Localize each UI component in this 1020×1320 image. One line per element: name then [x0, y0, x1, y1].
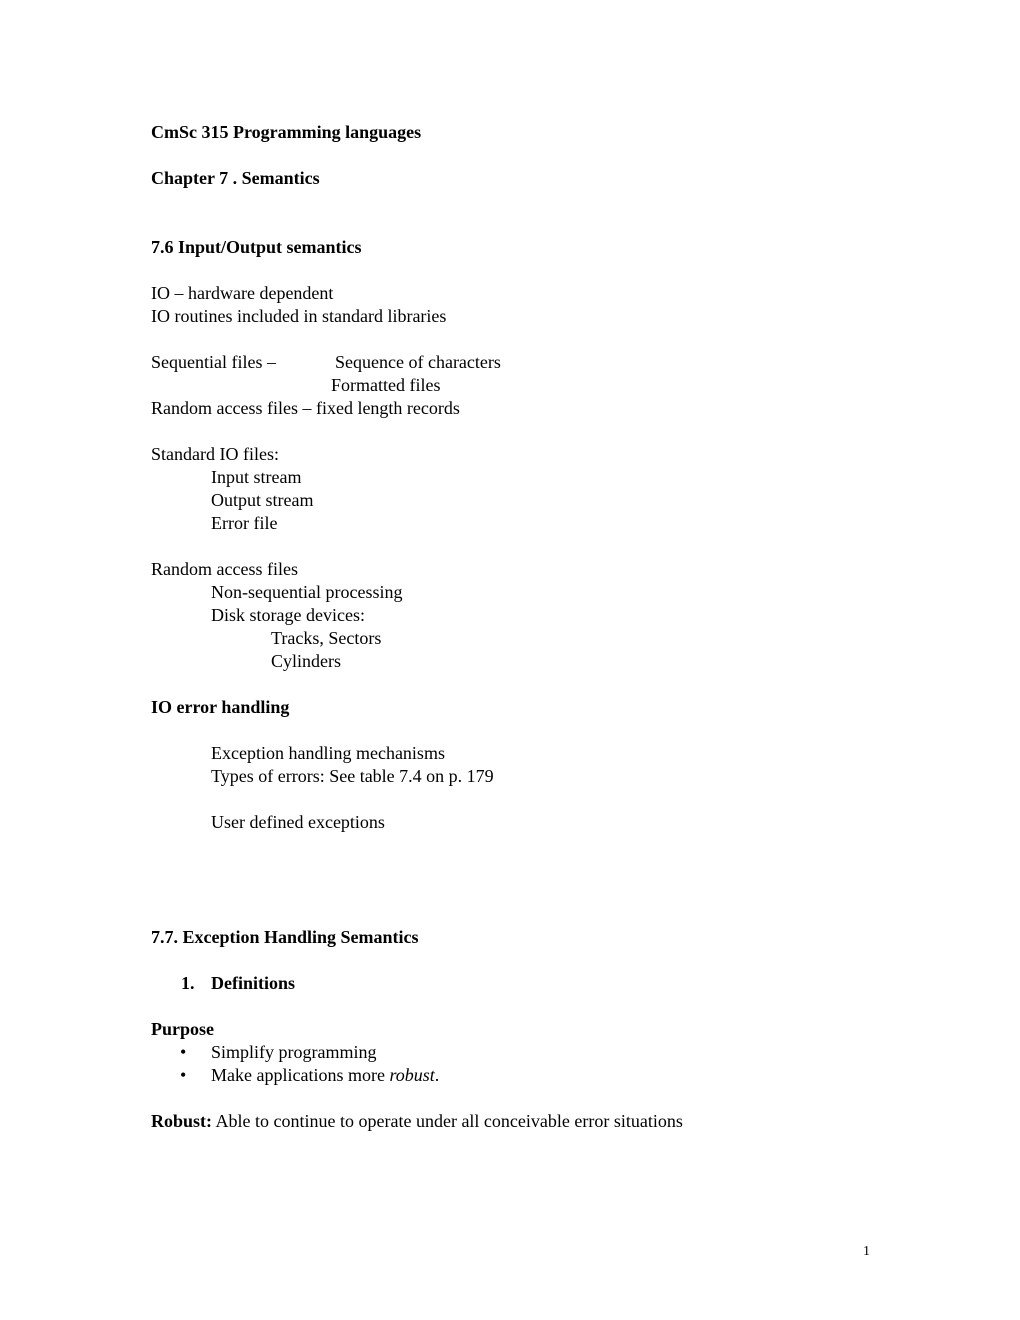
- robust-term: Robust:: [151, 1111, 213, 1131]
- disk-storage-sub-item: Tracks, Sectors: [271, 628, 382, 648]
- io-error-handling-item: Exception handling mechanisms: [211, 743, 445, 763]
- chapter-title: Chapter 7 . Semantics: [151, 168, 320, 188]
- robust-definition: [151, 1110, 683, 1133]
- random-access-label: Random access files: [151, 559, 298, 579]
- page-number: 1: [863, 1244, 870, 1259]
- purpose-item: [211, 1064, 439, 1087]
- standard-io-label: Standard IO files:: [151, 444, 279, 464]
- standard-io-item: Output stream: [211, 490, 314, 510]
- purpose-item-period: .: [434, 1065, 440, 1085]
- purpose-item-text: Make applications more: [211, 1065, 385, 1085]
- bullet-icon: •: [180, 1065, 187, 1085]
- random-access-item: Disk storage devices:: [211, 605, 365, 625]
- io-intro-line: IO routines included in standard libraries: [151, 306, 447, 326]
- bullet-icon: •: [180, 1042, 187, 1062]
- random-access-files-line: Random access files – fixed length records: [151, 398, 460, 418]
- io-intro-line: IO – hardware dependent: [151, 283, 334, 303]
- purpose-label: Purpose: [151, 1019, 214, 1039]
- io-error-handling-item: Types of errors: See table 7.4 on p. 179: [211, 766, 494, 786]
- course-title: CmSc 315 Programming languages: [151, 122, 422, 142]
- standard-io-item: Error file: [211, 513, 278, 533]
- section-heading-io: 7.6 Input/Output semantics: [151, 237, 362, 257]
- sequential-files-item: Sequence of characters: [335, 352, 501, 372]
- sequential-files-item: Formatted files: [331, 375, 441, 395]
- robust-emphasis: robust: [389, 1065, 435, 1085]
- io-error-handling-heading: IO error handling: [151, 697, 290, 717]
- disk-storage-sub-item: Cylinders: [271, 651, 341, 671]
- random-access-item: Non-sequential processing: [211, 582, 403, 602]
- purpose-item: Simplify programming: [211, 1042, 377, 1062]
- robust-definition-text: Able to continue to operate under all conceivable error situations: [212, 1111, 683, 1131]
- section-heading-exceptions: 7.7. Exception Handling Semantics: [151, 927, 419, 947]
- sequential-files-label: Sequential files –: [151, 352, 276, 372]
- user-defined-exceptions: User defined exceptions: [211, 812, 385, 832]
- definitions-label: Definitions: [211, 973, 296, 993]
- definitions-number: 1.: [181, 973, 195, 993]
- standard-io-item: Input stream: [211, 467, 302, 487]
